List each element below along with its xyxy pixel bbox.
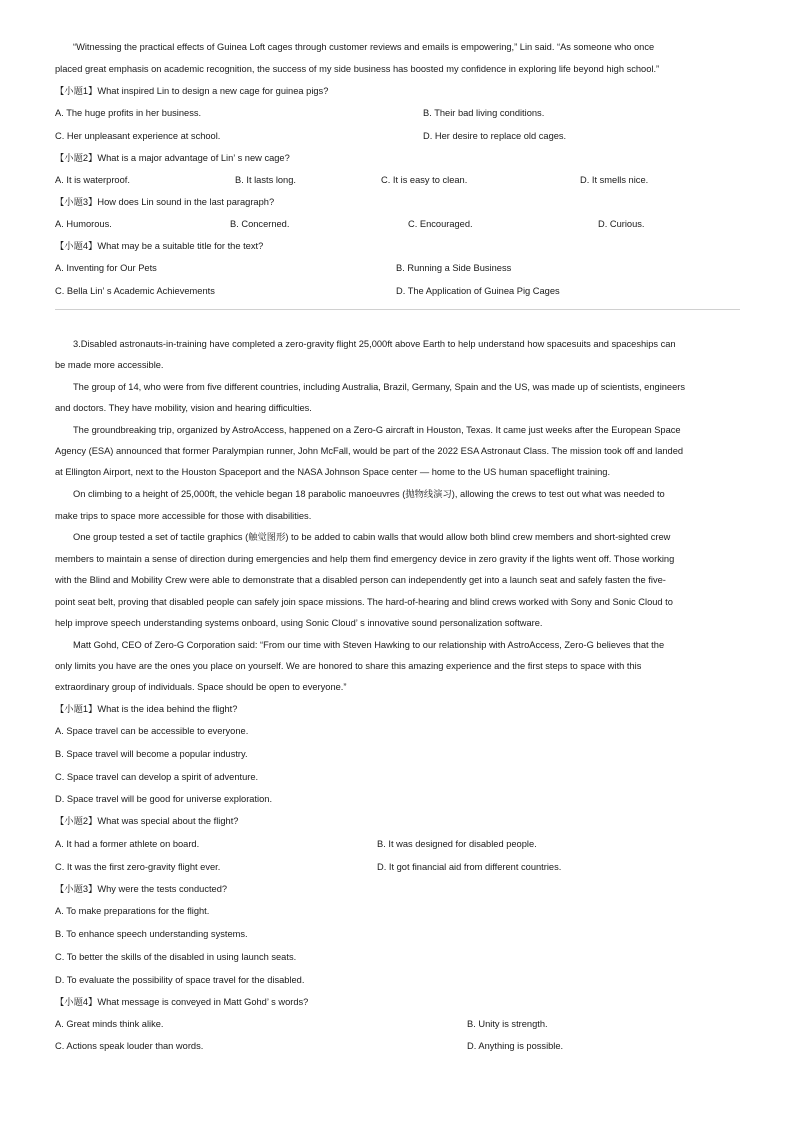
answer-option: D. The Application of Guinea Pig Cages xyxy=(396,286,560,296)
passage3-line: On climbing to a height of 25,000ft, the vehicle began 18 parabolic manoeuvres (抛物线演习), allowing the crews to test out what was needed to xyxy=(73,489,665,499)
answer-option: A. Great minds think alike. xyxy=(55,1019,164,1029)
answer-option: C. To better the skills of the disabled in using launch seats. xyxy=(55,952,297,962)
answer-option: B. Concerned. xyxy=(230,219,290,229)
passage3-line: and doctors. They have mobility, vision and hearing difficulties. xyxy=(55,403,312,413)
answer-option: A. It had a former athlete on board. xyxy=(55,839,200,849)
answer-option: D. It got financial aid from different countries. xyxy=(377,862,562,872)
question-stem: 【小题2】What was special about the flight? xyxy=(55,816,239,826)
question-stem: 【小题2】What is a major advantage of Lin’ s new cage? xyxy=(55,153,290,163)
question-stem: 【小题1】What is the idea behind the flight? xyxy=(55,704,238,714)
answer-option: A. Inventing for Our Pets xyxy=(55,263,157,273)
answer-option: C. Space travel can develop a spirit of adventure. xyxy=(55,772,259,782)
answer-option: B. Running a Side Business xyxy=(396,263,512,273)
answer-option: A. It is waterproof. xyxy=(55,175,130,185)
answer-option: B. To enhance speech understanding systems. xyxy=(55,929,248,939)
question-stem: 【小题1】What inspired Lin to design a new cage for guinea pigs? xyxy=(55,86,329,96)
passage3-line: only limits you have are the ones you place on yourself. We are honored to share this amazing experience and the first steps to space with this xyxy=(55,661,642,671)
answer-option: D. Space travel will be good for universe exploration. xyxy=(55,794,273,804)
answer-option: A. The huge profits in her business. xyxy=(55,108,202,118)
answer-option: B. Their bad living conditions. xyxy=(423,108,545,118)
passage3-line: One group tested a set of tactile graphics (触觉图形) to be added to cabin walls that would allow both blind crew members and short-sighted crew xyxy=(73,532,671,542)
section-divider xyxy=(55,309,740,310)
answer-option: D. Anything is possible. xyxy=(467,1041,564,1051)
answer-option: D. It smells nice. xyxy=(580,175,649,185)
answer-option: D. Curious. xyxy=(598,219,645,229)
passage3-line: Agency (ESA) announced that former Paralympian runner, John McFall, would be part of the 2022 ESA Astronaut Class. The mission took off and landed xyxy=(55,446,684,456)
passage3-line: The group of 14, who were from five different countries, including Australia, Brazil, Germany, Spain and the US, was made up of scientists, engineers xyxy=(73,382,686,392)
passage3-line: The groundbreaking trip, organized by AstroAccess, happened on a Zero-G aircraft in Houston, Texas. It came just weeks after the European Space xyxy=(73,425,681,435)
passage3-line: make trips to space more accessible for those with disabilities. xyxy=(55,511,312,521)
answer-option: B. It was designed for disabled people. xyxy=(377,839,537,849)
question-stem: 【小题4】What message is conveyed in Matt Gohd’ s words? xyxy=(55,997,309,1007)
passage3-line: help improve speech understanding systems onboard, using Sonic Cloud’ s innovative sound personalization software. xyxy=(55,618,543,628)
answer-option: D. Her desire to replace old cages. xyxy=(423,131,567,141)
answer-option: C. Bella Lin’ s Academic Achievements xyxy=(55,286,215,296)
answer-option: B. Unity is strength. xyxy=(467,1019,548,1029)
passage3-line: at Ellington Airport, next to the Houston Spaceport and the NASA Johnson Space center — home to the US human spaceflight training. xyxy=(55,467,611,477)
answer-option: A. To make preparations for the flight. xyxy=(55,906,210,916)
answer-option: C. Her unpleasant experience at school. xyxy=(55,131,221,141)
answer-option: A. Space travel can be accessible to everyone. xyxy=(55,726,249,736)
answer-option: B. It lasts long. xyxy=(235,175,296,185)
passage3-line: Matt Gohd, CEO of Zero-G Corporation said: “From our time with Steven Hawking to our relationship with AstroAccess, Zero-G believes that the xyxy=(73,640,665,650)
answer-option: B. Space travel will become a popular industry. xyxy=(55,749,248,759)
passage3-line: extraordinary group of individuals. Space should be open to everyone.” xyxy=(55,682,347,692)
passage3-line: members to maintain a sense of direction during emergencies and help them find emergency device in zero gravity if the lights went off. Those working xyxy=(55,554,675,564)
answer-option: A. Humorous. xyxy=(55,219,112,229)
answer-option: C. Encouraged. xyxy=(408,219,473,229)
question-stem: 【小题3】Why were the tests conducted? xyxy=(55,884,228,894)
answer-option: C. It is easy to clean. xyxy=(381,175,468,185)
question-stem: 【小题3】How does Lin sound in the last paragraph? xyxy=(55,197,275,207)
answer-option: C. Actions speak louder than words. xyxy=(55,1041,204,1051)
passage3-line: with the Blind and Mobility Crew were able to demonstrate that a disabled person can independently get into a launch seat and safely fasten the five- xyxy=(55,575,666,585)
answer-option: D. To evaluate the possibility of space travel for the disabled. xyxy=(55,975,305,985)
passage3-line: point seat belt, proving that disabled people can safely join space missions. The hard-of-hearing and blind crews worked with Sony and Sonic Cloud to xyxy=(55,597,673,607)
passage2-paragraph-line: placed great emphasis on academic recognition, the success of my side business has boosted my confidence in exploring life beyond high school.” xyxy=(55,64,660,74)
question-stem: 【小题4】What may be a suitable title for the text? xyxy=(55,241,264,251)
answer-option: C. It was the first zero-gravity flight ever. xyxy=(55,862,221,872)
passage3-line: 3.Disabled astronauts-in-training have completed a zero-gravity flight 25,000ft above Earth to help understand how spacesuits and spaceships can xyxy=(73,339,676,349)
passage2-paragraph-line: “Witnessing the practical effects of Guinea Loft cages through customer reviews and emails is empowering,” Lin said. “As someone who once xyxy=(73,42,655,52)
passage3-line: be made more accessible. xyxy=(55,360,164,370)
